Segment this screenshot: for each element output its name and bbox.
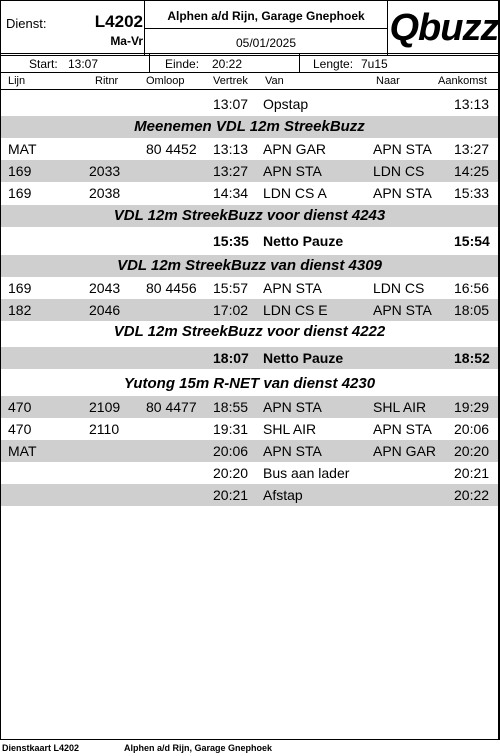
col-vertrek: Vertrek: [213, 75, 248, 87]
trip-row: [1, 299, 498, 321]
times-divider: [149, 54, 150, 72]
cell-lijn: MAT: [8, 443, 37, 459]
cell-lijn: 169: [8, 163, 32, 179]
header-divider: [144, 28, 388, 29]
length-label: Lengte:: [313, 57, 354, 71]
section-header-row: [1, 116, 498, 138]
cell-vertrek: 14:34: [213, 185, 249, 201]
start-value: 13:07: [68, 57, 99, 71]
col-aankomst: Aankomst: [438, 75, 487, 87]
cell-naar: APN STA: [373, 185, 432, 201]
service-days: Ma-Vr: [110, 34, 143, 48]
cell-ritnr: 2033: [89, 163, 121, 179]
pause-label: Netto Pauze: [263, 350, 344, 366]
trip-row: [1, 277, 498, 299]
section-header-row: [1, 373, 498, 395]
times-row: [0, 53, 500, 73]
cell-vertrek: 19:31: [213, 421, 249, 437]
cell-omloop: 80 4456: [146, 280, 197, 296]
start-label: Start:: [29, 57, 58, 71]
end-value: 20:22: [212, 57, 243, 71]
cell-lijn: MAT: [8, 141, 37, 157]
dienst-code: L4202: [94, 12, 143, 31]
cell-aankomst: 20:22: [454, 487, 490, 503]
col-naar: Naar: [376, 75, 400, 87]
cell-naar: SHL AIR: [373, 399, 427, 415]
cell-naar: APN GAR: [373, 443, 437, 459]
section-header-row: [1, 205, 498, 227]
cell-van: LDN CS E: [263, 302, 328, 318]
cell-vertrek: 20:21: [213, 487, 249, 503]
dienst-label: Dienst:: [6, 16, 47, 31]
pause-row: [1, 230, 498, 252]
cell-van: Afstap: [263, 487, 303, 503]
column-header: [0, 72, 500, 90]
pause-label: Netto Pauze: [263, 233, 344, 249]
cell-aankomst: 20:06: [454, 421, 490, 437]
cell-van: Opstap: [263, 96, 309, 112]
col-lijn: Lijn: [8, 75, 26, 87]
trip-row: [1, 93, 498, 115]
cell-van: APN STA: [263, 280, 322, 296]
cell-lijn: 169: [8, 185, 32, 201]
cell-lijn: 182: [8, 302, 32, 318]
cell-vertrek: 17:02: [213, 302, 249, 318]
cell-ritnr: 2043: [89, 280, 121, 296]
cell-aankomst: 18:05: [454, 302, 490, 318]
pause-end: 15:54: [454, 233, 490, 249]
garage-location: Alphen a/d Rijn, Garage Gnephoek: [167, 9, 365, 23]
pause-row: [1, 347, 498, 369]
trip-row: [1, 418, 498, 440]
cell-van: LDN CS A: [263, 185, 327, 201]
cell-ritnr: 2110: [89, 421, 120, 437]
section-header-row: [1, 255, 498, 277]
end-label: Einde:: [165, 57, 200, 71]
cell-vertrek: 20:06: [213, 443, 249, 459]
col-omloop: Omloop: [146, 75, 185, 87]
section-title: VDL 12m StreekBuzz van dienst 4309: [117, 257, 382, 274]
cell-naar: LDN CS: [373, 280, 425, 296]
cell-aankomst: 14:25: [454, 163, 490, 179]
trip-row: [1, 440, 498, 462]
cell-van: APN STA: [263, 399, 322, 415]
cell-van: APN GAR: [263, 141, 327, 157]
cell-vertrek: 15:57: [213, 280, 249, 296]
trip-row: [1, 484, 498, 506]
cell-aankomst: 16:56: [454, 280, 490, 296]
cell-aankomst: 20:20: [454, 443, 490, 459]
section-header-row: [1, 321, 498, 343]
section-title: Meenemen VDL 12m StreekBuzz: [134, 118, 365, 135]
cell-aankomst: 13:27: [454, 141, 490, 157]
cell-naar: APN STA: [373, 141, 432, 157]
cell-omloop: 80 4452: [146, 141, 197, 157]
pause-start: 15:35: [213, 233, 249, 249]
cell-van: APN STA: [263, 163, 322, 179]
cell-aankomst: 20:21: [454, 465, 490, 481]
cell-vertrek: 13:07: [213, 96, 249, 112]
cell-lijn: 470: [8, 421, 32, 437]
footer-dienst: Dienstkaart L4202: [2, 743, 80, 753]
trip-row: [1, 138, 498, 160]
cell-ritnr: 2109: [89, 399, 121, 415]
cell-van: SHL AIR: [263, 421, 317, 437]
trip-row: [1, 462, 498, 484]
section-title: Yutong 15m R-NET van dienst 4230: [123, 375, 376, 392]
trip-row: [1, 182, 498, 204]
cell-ritnr: 2038: [89, 185, 121, 201]
cell-aankomst: 15:33: [454, 185, 490, 201]
cell-van: Bus aan lader: [263, 465, 350, 481]
cell-vertrek: 13:13: [213, 141, 249, 157]
cell-aankomst: 19:29: [454, 399, 490, 415]
cell-vertrek: 18:55: [213, 399, 249, 415]
service-date: 05/01/2025: [235, 36, 297, 50]
col-van: Van: [265, 75, 284, 87]
cell-lijn: 169: [8, 280, 32, 296]
trip-row: [1, 160, 498, 182]
cell-omloop: 80 4477: [146, 399, 197, 415]
qbuzz-logo: Qbuzz: [389, 7, 499, 49]
pause-start: 18:07: [213, 350, 249, 366]
cell-ritnr: 2046: [89, 302, 121, 318]
length-value: 7u15: [361, 57, 388, 71]
cell-naar: LDN CS: [373, 163, 425, 179]
times-divider: [299, 54, 300, 72]
section-title: VDL 12m StreekBuzz voor dienst 4222: [113, 323, 386, 340]
cell-vertrek: 20:20: [213, 465, 249, 481]
footer-location: Alphen a/d Rijn, Garage Gnephoek: [124, 743, 273, 753]
cell-aankomst: 13:13: [454, 96, 490, 112]
section-title: VDL 12m StreekBuzz voor dienst 4243: [113, 207, 386, 224]
trip-row: [1, 396, 498, 418]
cell-naar: APN STA: [373, 302, 432, 318]
pause-end: 18:52: [454, 350, 490, 366]
card-footer: [0, 741, 500, 756]
cell-vertrek: 13:27: [213, 163, 249, 179]
card-header: [0, 0, 500, 56]
col-ritnr: Ritnr: [95, 75, 119, 87]
cell-van: APN STA: [263, 443, 322, 459]
cell-lijn: 470: [8, 399, 32, 415]
cell-naar: APN STA: [373, 421, 432, 437]
